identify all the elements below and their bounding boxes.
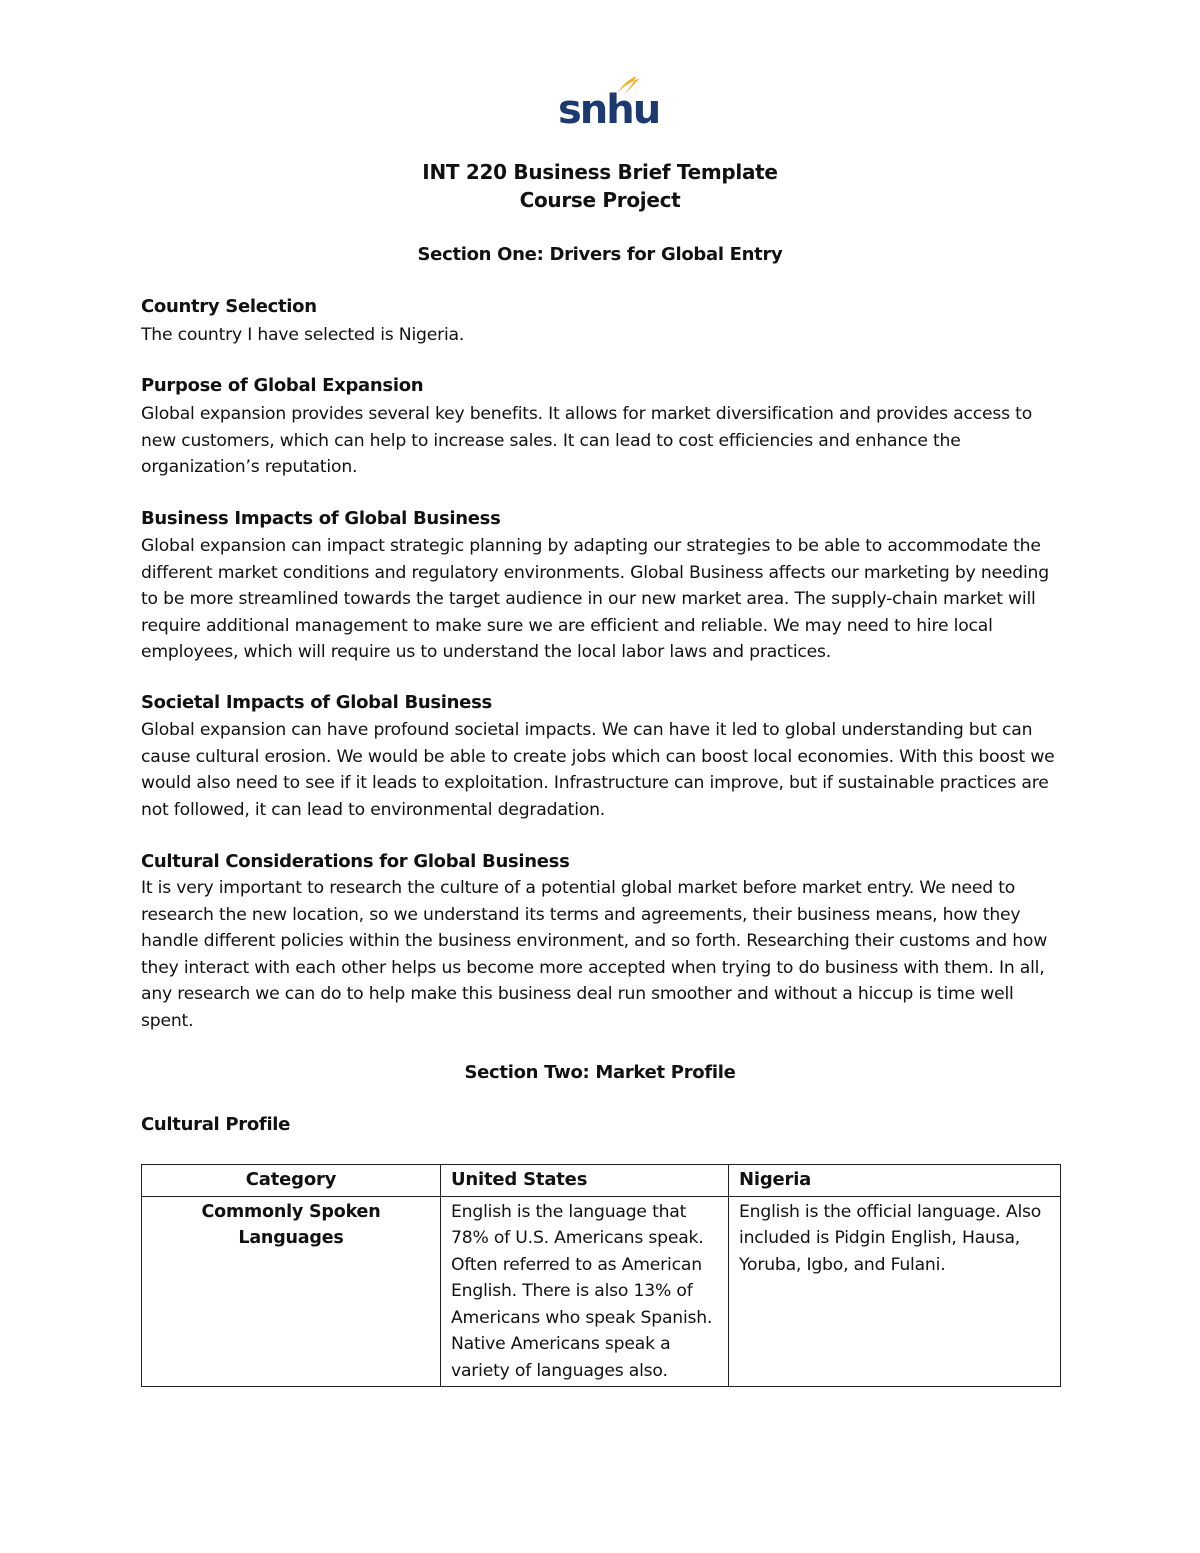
cultural-profile-table (141, 1164, 1061, 1387)
business-impacts-text: Global expansion can impact strategic planning by adapting our strategies to be able to accommodate the different market conditions and regulatory environments. Global Business affects our marketing by needing to be more streamlined towards the target audience in our new market area. The supply-chain market will require additional management to make sure we are efficient and reliable. We may need to hire local employees, which will require us to understand the local labor laws and practices. (141, 536, 1049, 662)
table-row (142, 1196, 1061, 1387)
cultural-considerations-text: It is very important to research the culture of a potential global market before market entry. We need to research the new location, so we understand its terms and agreements, their business means, how they handle different policies within the business environment, and so forth. Researching their customs and how they interact with each other helps us become more accepted when trying to do business with them. In all, any research we can do to help make this business deal run smoother and without a hiccup is time well spent. (141, 878, 1048, 1031)
table-header-united-states: United States (441, 1165, 729, 1197)
snhu-logo (548, 72, 660, 136)
societal-impacts-heading: Societal Impacts of Global Business (141, 692, 492, 713)
cultural-profile-heading: Cultural Profile (141, 1114, 291, 1135)
cultural-considerations-heading: Cultural Considerations for Global Business (141, 851, 570, 872)
section-one-heading: Section One: Drivers for Global Entry (417, 244, 783, 265)
business-impacts-heading: Business Impacts of Global Business (141, 508, 501, 529)
table-cell-nigeria: English is the official language. Also included is Pidgin English, Hausa, Yoruba, Igbo, and Fulani. (729, 1196, 1061, 1387)
country-selection-heading: Country Selection (141, 296, 317, 317)
document-subtitle: Course Project (519, 188, 681, 212)
table-header-nigeria: Nigeria (729, 1165, 1061, 1197)
societal-impacts-text: Global expansion can have profound societal impacts. We can have it led to global understanding but can cause cultural erosion. We would be able to create jobs which can boost local economies. With this boost we would also need to see if it leads to exploitation. Infrastructure can improve, but if sustainable practices are not followed, it can lead to environmental degradation. (141, 720, 1055, 820)
purpose-text: Global expansion provides several key benefits. It allows for market diversification and provides access to new customers, which can help to increase sales. It can lead to cost efficiencies and enhance the organization’s reputation. (141, 404, 1033, 477)
document-title: INT 220 Business Brief Template (422, 160, 778, 184)
section-two-heading: Section Two: Market Profile (464, 1062, 736, 1083)
purpose-heading: Purpose of Global Expansion (141, 375, 424, 396)
table-cell-united-states: English is the language that 78% of U.S. Americans speak. Often referred to as American English. There is also 13% of Americans who speak Spanish. Native Americans speak a variety of languages also. (441, 1196, 729, 1387)
logo-wordmark: snhu (558, 87, 660, 133)
table-header-row (142, 1165, 1061, 1197)
table-cell-category: Commonly Spoken Languages (142, 1196, 441, 1387)
table-header-category: Category (142, 1165, 441, 1197)
country-selection-text: The country I have selected is Nigeria. (141, 325, 465, 345)
